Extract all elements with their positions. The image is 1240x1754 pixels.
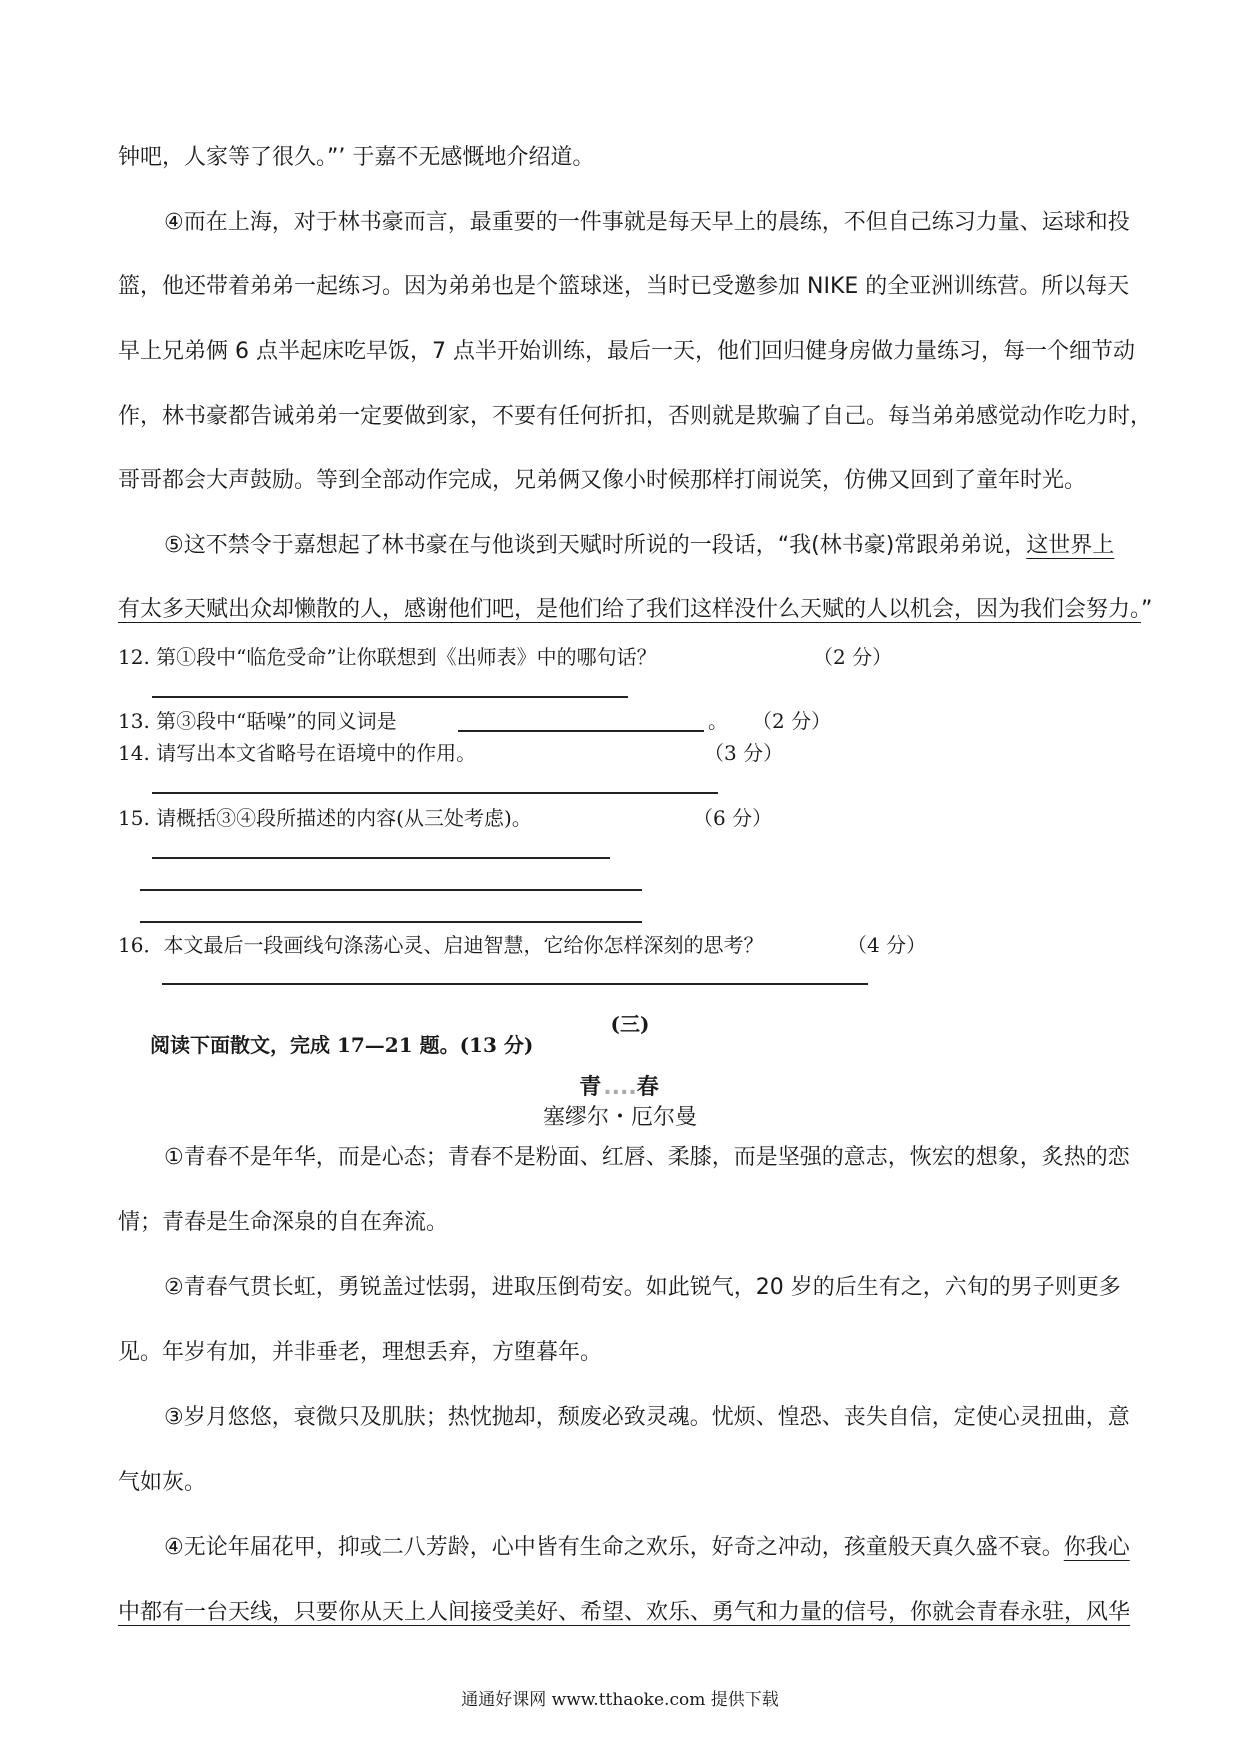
answer-blank[interactable] xyxy=(458,730,704,732)
passage-line: 篮，他还带着弟弟一起练习。因为弟弟也是个篮球迷，当时已受邀参加 NIKE 的全亚洲训练营。所以每天 xyxy=(118,274,1130,299)
answer-blank[interactable] xyxy=(162,983,868,985)
essay-line: ③岁月悠悠，衰微只及肌肤；热忱抛却，颓废必致灵魂。忧烦、惶恐、丧失自信，定使心灵扭曲，意 xyxy=(164,1405,1130,1430)
question-12 xyxy=(118,642,657,672)
underlined-sentence: 这世界上 xyxy=(1026,533,1115,558)
answer-blank[interactable] xyxy=(140,921,642,923)
passage-line: ④而在上海，对于林书豪而言，最重要的一件事就是每天早上的晨练，不但自己练习力量、运球和投 xyxy=(164,210,1130,235)
essay-line: ②青春气贯长虹，勇锐盖过怯弱，进取压倒苟安。如此锐气，20 岁的后生有之，六旬的男子则更多 xyxy=(164,1275,1121,1300)
answer-blank[interactable] xyxy=(152,792,718,794)
essay-text: ④无论年届花甲，抑或二八芳龄，心中皆有生命之欢乐，好奇之冲动，孩童般天真久盛不衰。 xyxy=(164,1535,1064,1560)
essay-line: 情；青春是生命深泉的自在奔流。 xyxy=(118,1210,449,1235)
underlined-sentence: 中都有一台天线，只要你从天上人间接受美好、希望、欢乐、勇气和力量的信号，你就会青春永驻，风华 xyxy=(118,1600,1131,1625)
underlined-sentence: 有太多天赋出众却懒散的人，感谢他们吧，是他们给了我们这样没什么天赋的人以机会，因为我们会努力。 xyxy=(118,597,1142,622)
passage-text: ” xyxy=(1141,597,1153,622)
question-text: 13. 第③段中“聒噪”的同义词是 xyxy=(118,709,397,733)
question-score: （2 分） xyxy=(813,645,893,669)
title-emphasis-dots: .... xyxy=(603,1075,637,1100)
essay-line xyxy=(164,1533,1130,1563)
passage-line xyxy=(118,595,1152,625)
underlined-sentence: 你我心 xyxy=(1063,1535,1130,1560)
question-text: 16．本文最后一段画线句涤荡心灵、启迪智慧，它给你怎样深刻的思考？ xyxy=(118,933,764,957)
passage-line: 早上兄弟俩 6 点半起床吃早饭，7 点半开始训练，最后一天，他们回归健身房做力量练习，每一个细节动 xyxy=(118,339,1135,364)
passage-line: 作，林书豪都告诫弟弟一定要做到家，不要有任何折扣，否则就是欺骗了自己。每当弟弟感觉动作吃力时， xyxy=(118,404,1153,429)
question-16 xyxy=(118,930,763,960)
essay-line: 见。年岁有加，并非垂老，理想丢弃，方堕暮年。 xyxy=(118,1340,603,1365)
answer-blank[interactable] xyxy=(152,857,610,859)
question-score: （4 分） xyxy=(847,933,927,957)
passage-line: 钟吧，人家等了很久。”’ 于嘉不无感慨地介绍道。 xyxy=(118,145,595,170)
essay-author: 塞缪尔・厄尔曼 xyxy=(542,1105,697,1130)
page-footer: 通通好课网 www.tthaoke.com 提供下载 xyxy=(461,1690,779,1710)
question-score: （3 分） xyxy=(704,741,784,765)
passage-line xyxy=(164,531,1114,561)
section-heading: (三) xyxy=(610,1012,650,1036)
essay-line: 气如灰。 xyxy=(118,1470,207,1495)
passage-text: ⑤这不禁令于嘉想起了林书豪在与他谈到天赋时所说的一段话，“我(林书豪)常跟弟弟说， xyxy=(164,533,1027,558)
title-char: 春 xyxy=(636,1075,661,1100)
question-end-mark: 。 xyxy=(708,709,728,733)
answer-blank[interactable] xyxy=(152,696,628,698)
question-13 xyxy=(118,706,397,736)
question-text: 15. 请概括③④段所描述的内容(从三处考虑)。 xyxy=(118,806,532,830)
passage-line: 哥哥都会大声鼓励。等到全部动作完成，兄弟俩又像小时候那样打闹说笑，仿佛又回到了童年时光。 xyxy=(118,468,1087,493)
question-text: 14. 请写出本文省略号在语境中的作用。 xyxy=(118,741,477,765)
essay-line xyxy=(118,1598,1130,1628)
essay-line: ①青春不是年华，而是心态；青春不是粉面、红唇、柔膝，而是坚强的意志，恢宏的想象，炙热的恋 xyxy=(164,1145,1130,1170)
essay-title xyxy=(0,1070,1240,1101)
title-char: 青 xyxy=(579,1075,604,1100)
question-score: （2 分） xyxy=(752,709,832,733)
question-15 xyxy=(118,803,532,833)
answer-blank[interactable] xyxy=(140,889,642,891)
section-instruction: 阅读下面散文，完成 17—21 题。(13 分) xyxy=(150,1033,534,1057)
question-score: （6 分） xyxy=(693,806,773,830)
question-14 xyxy=(118,738,476,768)
question-text: 12. 第①段中“临危受命”让你联想到《出师表》中的哪句话？ xyxy=(118,645,657,669)
